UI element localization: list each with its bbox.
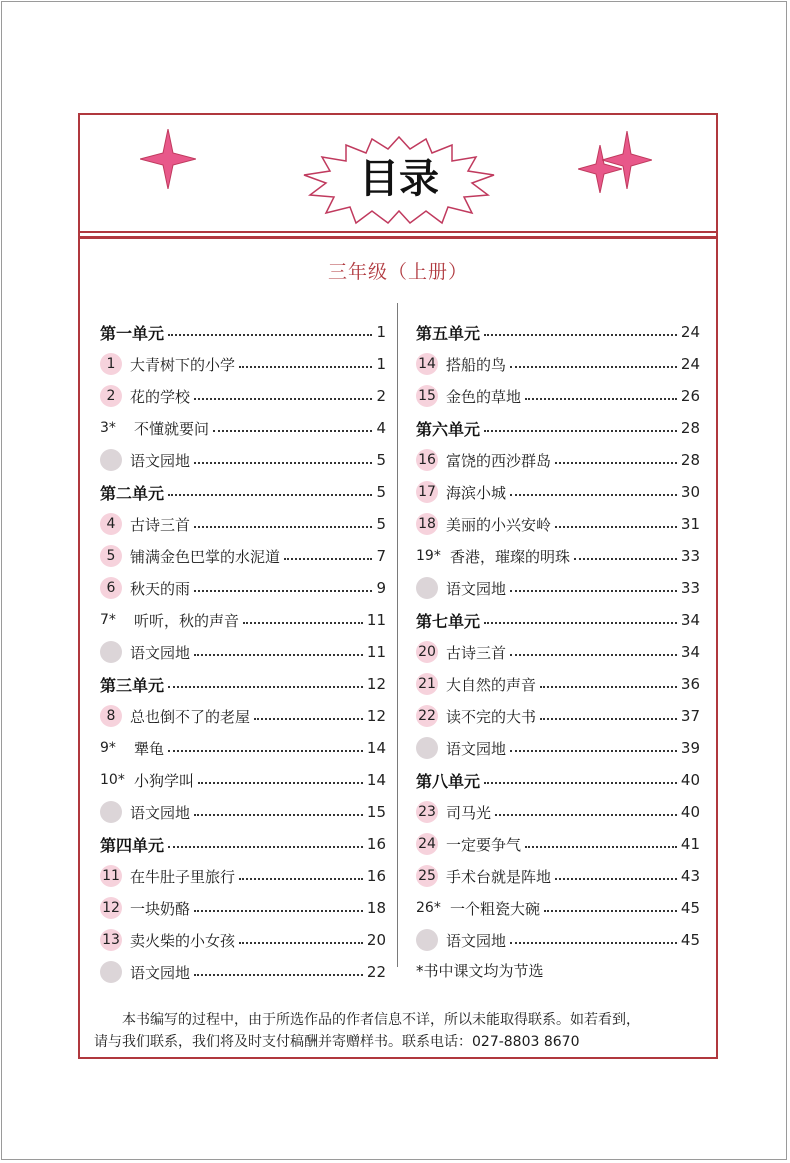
- unit-title: 第三单元: [100, 675, 165, 695]
- lesson-number: 3*: [100, 420, 116, 436]
- page-number: 36: [680, 675, 700, 693]
- dot-leader: [510, 493, 677, 496]
- dot-leader: [495, 813, 677, 816]
- page-number: 11: [366, 611, 386, 629]
- toc-unit-row[interactable]: [100, 316, 386, 348]
- toc-lesson-row[interactable]: [416, 892, 700, 924]
- page-number: 4: [376, 419, 386, 437]
- lesson-title: 一定要争气: [446, 835, 522, 854]
- page-number: 40: [680, 803, 700, 821]
- unit-title: 第二单元: [100, 483, 165, 503]
- dot-leader: [168, 493, 372, 496]
- toc-left-column: [100, 316, 386, 988]
- toc-lesson-row[interactable]: [416, 828, 700, 860]
- lesson-number: 18: [416, 513, 438, 535]
- page-number: 34: [680, 643, 700, 661]
- page-number: 14: [366, 771, 386, 789]
- page-number: 22: [366, 963, 386, 981]
- page-number: 33: [680, 547, 700, 565]
- dot-leader: [194, 909, 363, 912]
- toc-lesson-row[interactable]: [416, 476, 700, 508]
- dot-leader: [555, 525, 677, 528]
- lesson-title: 大青树下的小学: [130, 355, 236, 374]
- lesson-number: 8: [100, 705, 122, 727]
- lesson-badge-icon: [416, 929, 438, 951]
- dot-leader: [284, 557, 372, 560]
- dot-leader: [168, 749, 363, 752]
- dot-leader: [525, 397, 677, 400]
- toc-lesson-row[interactable]: [416, 572, 700, 604]
- page-number: 24: [680, 355, 700, 373]
- dot-leader: [194, 589, 372, 592]
- lesson-number: 14: [416, 353, 438, 375]
- toc-unit-row[interactable]: [416, 764, 700, 796]
- lesson-title: 语文园地: [446, 739, 507, 758]
- page-number: 9: [376, 579, 386, 597]
- lesson-title: 读不完的大书: [446, 707, 537, 726]
- lesson-number: 16: [416, 449, 438, 471]
- lesson-title: 不懂就要问: [134, 419, 210, 438]
- lesson-number: 19*: [416, 548, 441, 564]
- lesson-number: 15: [416, 385, 438, 407]
- unit-title: 第一单元: [100, 323, 165, 343]
- header-band: [80, 115, 716, 233]
- toc-lesson-row[interactable]: [416, 700, 700, 732]
- page-number: 24: [680, 323, 700, 341]
- toc-lesson-row[interactable]: [416, 636, 700, 668]
- page-number: 1: [376, 355, 386, 373]
- lesson-title: 犟龟: [134, 739, 165, 758]
- dot-leader: [484, 333, 677, 336]
- page-number: 18: [366, 899, 386, 917]
- copyright-notice: [94, 1009, 706, 1053]
- dot-leader: [194, 653, 363, 656]
- lesson-title: 富饶的西沙群岛: [446, 451, 552, 470]
- dot-leader: [194, 461, 372, 464]
- page-number: 28: [680, 451, 700, 469]
- toc-lesson-row[interactable]: [100, 380, 386, 412]
- unit-title: 第四单元: [100, 835, 165, 855]
- lesson-title: 美丽的小兴安岭: [446, 515, 552, 534]
- toc-right-column: [416, 316, 700, 986]
- lesson-title: 大自然的声音: [446, 675, 537, 694]
- toc-lesson-row[interactable]: [100, 572, 386, 604]
- lesson-badge-icon: [416, 737, 438, 759]
- toc-lesson-row[interactable]: [100, 412, 386, 444]
- page-number: 34: [680, 611, 700, 629]
- lesson-title: 海滨小城: [446, 483, 507, 502]
- lesson-title: 语文园地: [130, 803, 191, 822]
- dot-leader: [239, 877, 363, 880]
- dot-leader: [555, 877, 677, 880]
- page-number: 5: [376, 483, 386, 501]
- lesson-number: 1: [100, 353, 122, 375]
- lesson-badge-icon: [416, 577, 438, 599]
- lesson-number: 11: [100, 865, 122, 887]
- lesson-title: 手术台就是阵地: [446, 867, 552, 886]
- lesson-number: 9*: [100, 740, 116, 756]
- toc-lesson-row[interactable]: [416, 348, 700, 380]
- toc-lesson-row[interactable]: [416, 668, 700, 700]
- toc-lesson-row[interactable]: [416, 444, 700, 476]
- unit-title: 第八单元: [416, 771, 481, 791]
- lesson-number: 26*: [416, 900, 441, 916]
- header-rule: [80, 236, 716, 239]
- lesson-badge-icon: [100, 801, 122, 823]
- toc-lesson-row[interactable]: [100, 700, 386, 732]
- toc-unit-row[interactable]: [100, 668, 386, 700]
- lesson-title: 小狗学叫: [134, 771, 195, 790]
- dot-leader: [484, 429, 677, 432]
- header-rule: [80, 231, 716, 233]
- lesson-title: 铺满金色巴掌的水泥道: [130, 547, 281, 566]
- toc-lesson-row[interactable]: [100, 508, 386, 540]
- toc-lesson-row[interactable]: [100, 604, 386, 636]
- dot-leader: [194, 973, 363, 976]
- lesson-number: 25: [416, 865, 438, 887]
- page-number: 15: [366, 803, 386, 821]
- lesson-title: 总也倒不了的老屋: [130, 707, 251, 726]
- notice-line-1: 本书编写的过程中，由于所选作品的作者信息不详，所以未能取得联系。如若看到，: [122, 1012, 640, 1028]
- dot-leader: [525, 845, 677, 848]
- page-number: 40: [680, 771, 700, 789]
- page-number: 30: [680, 483, 700, 501]
- dot-leader: [540, 685, 677, 688]
- lesson-number: 23: [416, 801, 438, 823]
- page-number: 33: [680, 579, 700, 597]
- toc-lesson-row[interactable]: [100, 348, 386, 380]
- toc-lesson-row[interactable]: [416, 732, 700, 764]
- dot-leader: [194, 397, 372, 400]
- page-title: 目录: [359, 155, 439, 202]
- dot-leader: [168, 685, 363, 688]
- toc-lesson-row[interactable]: [416, 380, 700, 412]
- lesson-number: 5: [100, 545, 122, 567]
- page-number: 45: [680, 931, 700, 949]
- toc-unit-row[interactable]: [416, 316, 700, 348]
- toc-lesson-row[interactable]: [416, 540, 700, 572]
- lesson-number: 22: [416, 705, 438, 727]
- page-number: 14: [366, 739, 386, 757]
- lesson-title: 卖火柴的小女孩: [130, 931, 236, 950]
- dot-leader: [510, 365, 677, 368]
- dot-leader: [194, 525, 372, 528]
- page-number: 2: [376, 387, 386, 405]
- toc-lesson-row[interactable]: [100, 444, 386, 476]
- dot-leader: [168, 333, 372, 336]
- lesson-title: 秋天的雨: [130, 579, 191, 598]
- unit-title: 第五单元: [416, 323, 481, 343]
- page-number: 16: [366, 835, 386, 853]
- toc-lesson-row[interactable]: [100, 796, 386, 828]
- unit-title: 第七单元: [416, 611, 481, 631]
- lesson-title: 司马光: [446, 803, 492, 822]
- lesson-title: 语文园地: [446, 931, 507, 950]
- dot-leader: [555, 461, 677, 464]
- dot-leader: [239, 941, 363, 944]
- lesson-title: 语文园地: [446, 579, 507, 598]
- lesson-number: 17: [416, 481, 438, 503]
- lesson-number: 21: [416, 673, 438, 695]
- sparkle-icon: [602, 131, 652, 189]
- toc-lesson-row[interactable]: [100, 860, 386, 892]
- lesson-title: 听听，秋的声音: [134, 611, 240, 630]
- lesson-number: 4: [100, 513, 122, 535]
- page-number: 12: [366, 675, 386, 693]
- dot-leader: [510, 749, 677, 752]
- lesson-number: 6: [100, 577, 122, 599]
- lesson-number: 13: [100, 929, 122, 951]
- column-divider: [397, 303, 398, 967]
- toc-lesson-row[interactable]: [416, 924, 700, 956]
- footnote: *书中课文均为节选: [416, 962, 544, 980]
- lesson-number: 20: [416, 641, 438, 663]
- notice-line-2: 请与我们联系，我们将及时支付稿酬并寄赠样书。联系电话：027-8803 8670: [94, 1034, 580, 1050]
- toc-lesson-row[interactable]: [100, 892, 386, 924]
- lesson-number: 7*: [100, 612, 116, 628]
- page-number: 1: [376, 323, 386, 341]
- dot-leader: [484, 621, 677, 624]
- dot-leader: [168, 845, 363, 848]
- toc-unit-row[interactable]: [100, 476, 386, 508]
- dot-leader: [540, 717, 677, 720]
- toc-unit-row[interactable]: [416, 412, 700, 444]
- dot-leader: [544, 909, 677, 912]
- lesson-number: 12: [100, 897, 122, 919]
- dot-leader: [574, 557, 677, 560]
- toc-lesson-row[interactable]: [100, 636, 386, 668]
- page-number: 11: [366, 643, 386, 661]
- page-number: 12: [366, 707, 386, 725]
- lesson-badge-icon: [100, 641, 122, 663]
- toc-frame: [78, 113, 718, 1059]
- toc-lesson-row[interactable]: [100, 924, 386, 956]
- dot-leader: [510, 589, 677, 592]
- lesson-number: 10*: [100, 772, 125, 788]
- page-number: 45: [680, 899, 700, 917]
- dot-leader: [243, 621, 363, 624]
- toc-lesson-row[interactable]: [416, 860, 700, 892]
- lesson-title: 古诗三首: [130, 515, 191, 534]
- dot-leader: [484, 781, 677, 784]
- lesson-title: 花的学校: [130, 387, 191, 406]
- dot-leader: [254, 717, 363, 720]
- dot-leader: [213, 429, 372, 432]
- lesson-title: 在牛肚子里旅行: [130, 867, 236, 886]
- page-number: 41: [680, 835, 700, 853]
- lesson-title: 古诗三首: [446, 643, 507, 662]
- lesson-badge-icon: [100, 449, 122, 471]
- toc-lesson-row[interactable]: [416, 508, 700, 540]
- sparkle-icon: [140, 129, 196, 189]
- lesson-title: 搭船的鸟: [446, 355, 507, 374]
- page-number: 39: [680, 739, 700, 757]
- lesson-title: 一块奶酪: [130, 899, 191, 918]
- page-number: 43: [680, 867, 700, 885]
- lesson-title: 语文园地: [130, 451, 191, 470]
- toc-lesson-row[interactable]: [100, 732, 386, 764]
- lesson-title: 金色的草地: [446, 387, 522, 406]
- page-number: 31: [680, 515, 700, 533]
- page-number: 5: [376, 451, 386, 469]
- lesson-title: 语文园地: [130, 963, 191, 982]
- page-number: 28: [680, 419, 700, 437]
- unit-title: 第六单元: [416, 419, 481, 439]
- page-number: 26: [680, 387, 700, 405]
- toc-lesson-row[interactable]: [100, 540, 386, 572]
- grade-heading: 三年级（上册）: [327, 261, 468, 283]
- page-number: 7: [376, 547, 386, 565]
- page-number: 20: [366, 931, 386, 949]
- toc-unit-row[interactable]: [416, 604, 700, 636]
- dot-leader: [510, 653, 677, 656]
- dot-leader: [239, 365, 372, 368]
- lesson-title: 一个粗瓷大碗: [450, 899, 541, 918]
- lesson-number: 2: [100, 385, 122, 407]
- dot-leader: [198, 781, 363, 784]
- page-number: 5: [376, 515, 386, 533]
- page-number: 37: [680, 707, 700, 725]
- toc-lesson-row[interactable]: [100, 956, 386, 988]
- toc-lesson-row[interactable]: [416, 796, 700, 828]
- lesson-number: 24: [416, 833, 438, 855]
- toc-unit-row[interactable]: [100, 828, 386, 860]
- page-number: 16: [366, 867, 386, 885]
- dot-leader: [510, 941, 677, 944]
- dot-leader: [194, 813, 363, 816]
- lesson-badge-icon: [100, 961, 122, 983]
- lesson-title: 语文园地: [130, 643, 191, 662]
- toc-lesson-row[interactable]: [100, 764, 386, 796]
- lesson-title: 香港，璀璨的明珠: [450, 547, 571, 566]
